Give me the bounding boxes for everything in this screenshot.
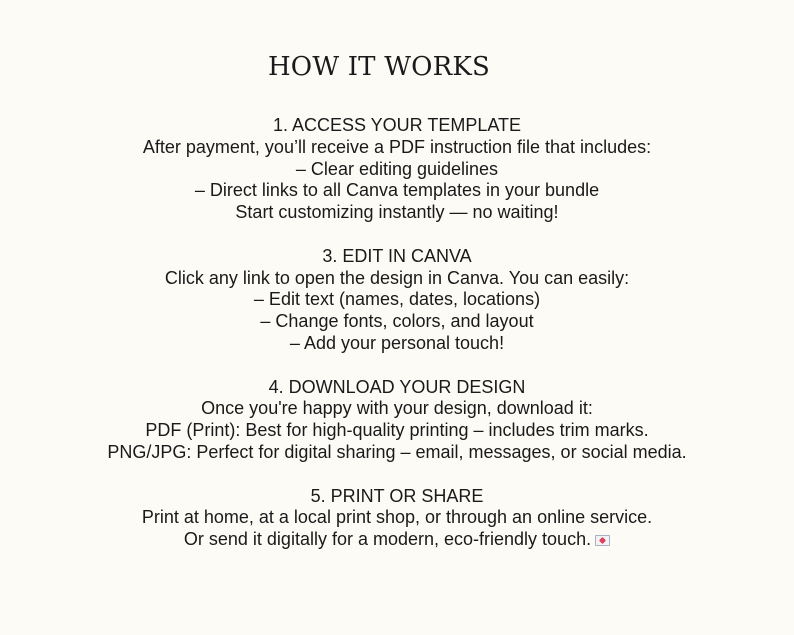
step-heading: 1. ACCESS YOUR TEMPLATE (272, 115, 522, 135)
step-line: – Direct links to all Canva templates in your bundle (194, 180, 600, 201)
step-line: – Change fonts, colors, and layout (260, 311, 534, 332)
step-heading: 5. PRINT OR SHARE (310, 485, 484, 506)
step-line: – Edit text (names, dates, locations) (253, 289, 541, 310)
love-letter-icon (595, 535, 610, 546)
step-edit-in-canva (0, 246, 794, 355)
step-line-with-icon (0, 529, 794, 551)
step-line: Start customizing instantly — no waiting! (235, 202, 559, 223)
step-line: Or send it digitally for a modern, eco-friendly touch. (183, 529, 592, 550)
step-line: Once you're happy with your design, download it: (201, 398, 593, 419)
step-line: – Clear editing guidelines (295, 158, 499, 179)
step-line: Click any link to open the design in Canva. You can easily: (164, 267, 630, 288)
page-title: HOW IT WORKS (267, 52, 491, 82)
step-line: – Add your personal touch! (289, 332, 505, 353)
steps-list (0, 115, 794, 573)
step-access-template (0, 115, 794, 224)
step-heading: 3. EDIT IN CANVA (322, 245, 472, 266)
step-download-design (0, 377, 794, 464)
step-print-or-share (0, 486, 794, 551)
step-line: After payment, you’ll receive a PDF instruction file that includes: (142, 136, 652, 157)
step-line: PDF (Print): Best for high-quality printing – includes trim marks. (145, 420, 649, 441)
step-line: PNG/JPG: Perfect for digital sharing – email, messages, or social media. (107, 441, 687, 462)
step-line: Print at home, at a local print shop, or through an online service. (141, 507, 653, 528)
step-heading: 4. DOWNLOAD YOUR DESIGN (268, 376, 526, 397)
